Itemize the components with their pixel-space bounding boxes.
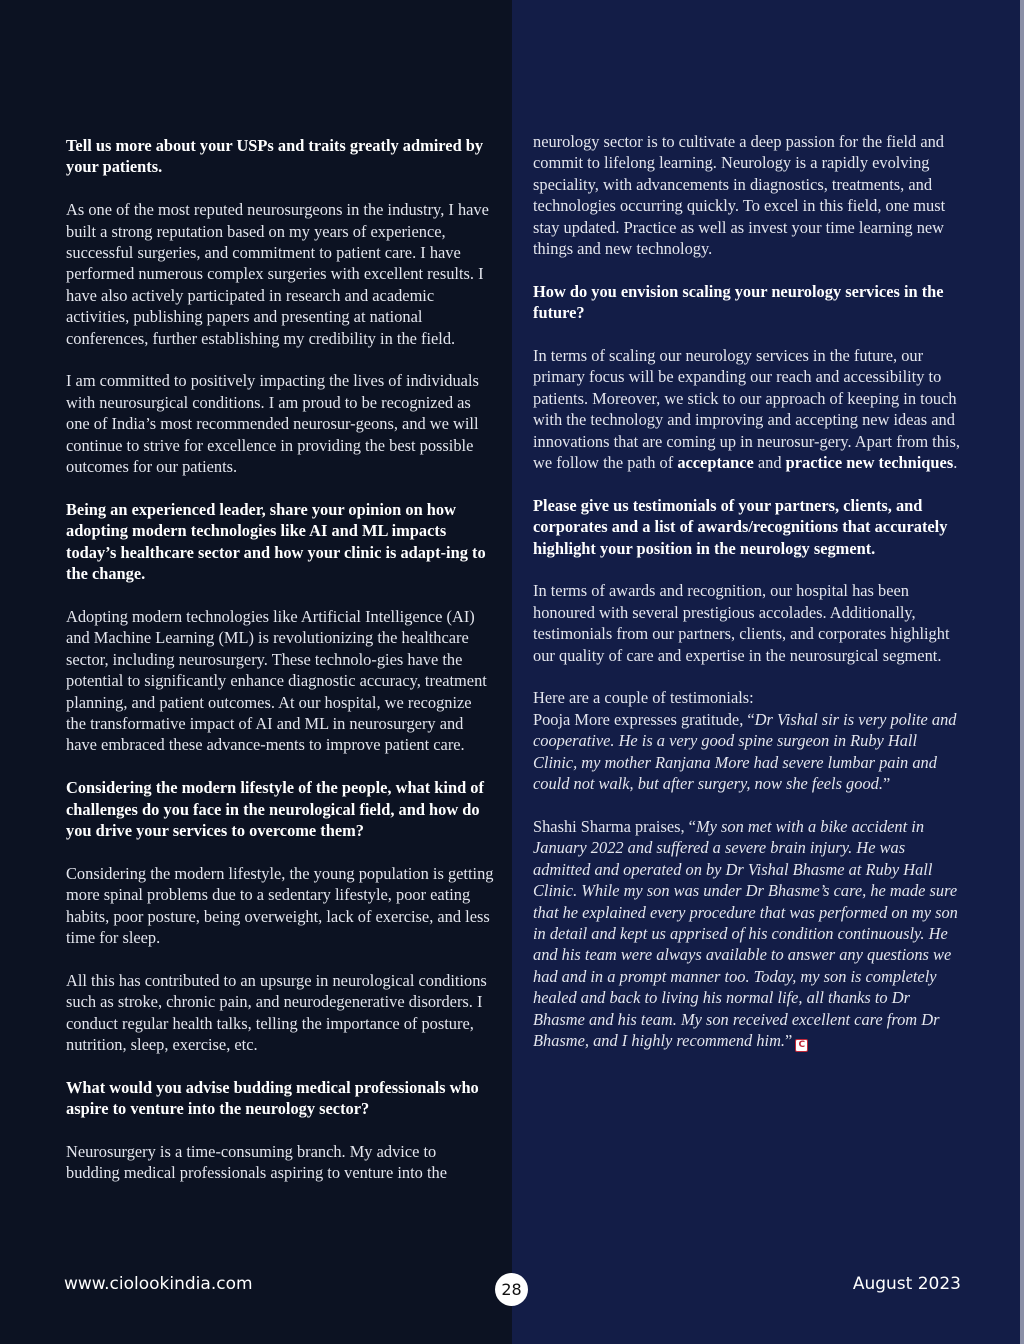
testimonial-2-lead: Shashi Sharma praises, “ bbox=[533, 816, 696, 836]
testimonial-2-close: ” bbox=[785, 1030, 793, 1050]
answer-scaling-and: and bbox=[757, 453, 782, 473]
answer-usps-paragraph-2: I am committed to positively impacting the lives of individuals with neurosurgical conditions. I am proud to be recognized as one of India’s most recommended neurosur-geons, and we will continue to strive for excellence in providing the best possible outcomes for our patients. bbox=[66, 371, 479, 477]
answer-scaling bbox=[533, 345, 965, 473]
answer-awards: In terms of awards and recognition, our hospital has been honoured with several prestigious accolades. Additionally, testimonials from our partners, clients, and corporates highlight our quality of care and expertise in the neurosurgical segment. bbox=[533, 581, 950, 665]
question-usps: Tell us more about your USPs and traits greatly admired by your patients. bbox=[66, 136, 484, 177]
answer-usps-paragraph-1: As one of the most reputed neurosurgeons in the industry, I have built a strong reputation based on my years of experience, successful surgeries, and commitment to patient care. I have performed numerous complex surgeries with excellent results. I have also actively participated in research and academic activities, publishing papers and presenting at national conferences, further establishing my credibility in the field. bbox=[66, 200, 489, 348]
left-column bbox=[66, 135, 494, 1184]
question-challenges: Considering the modern lifestyle of the people, what kind of challenges do you face in the neurological field, and how do you drive your services to overcome them? bbox=[66, 778, 484, 840]
answer-scaling-end: . bbox=[953, 453, 958, 473]
testimonial-1-quote: Dr Vishal sir is very polite and cooperative. He is a very good spine surgeon in Ruby Hall Clinic, my mother Ranjana More had severe lumbar pain and could not walk, but after surgery, now she feels good. bbox=[533, 709, 957, 794]
testimonial-2 bbox=[533, 816, 965, 1052]
answer-challenges-paragraph-1: Considering the modern lifestyle, the young population is getting more spinal problems due to a sedentary lifestyle, poor eating habits, poor posture, being overweight, lack of exercise, and less time for sleep. bbox=[66, 863, 494, 947]
answer-ai-ml: Adopting modern technologies like Artificial Intelligence (AI) and Machine Learning (ML) is revolutionizing the healthcare sector, including neurosurgery. These technolo-gies have the potential to significantly enhance diagnostic accuracy, treatment planning, and patient outcomes. At our hospital, we recognize the transformative impact of AI and ML in neurosurgery and have embraced these advance-ments to improve patient care. bbox=[66, 606, 487, 755]
end-of-article-icon: C bbox=[795, 1039, 808, 1052]
testimonials-intro: Here are a couple of testimonials: bbox=[533, 688, 754, 708]
answer-advice-start: Neurosurgery is a time-consuming branch. My advice to budding medical professionals aspiring to venture into the bbox=[66, 1141, 448, 1183]
testimonial-1-lead: Pooja More expresses gratitude, “ bbox=[533, 709, 755, 729]
right-column bbox=[533, 131, 965, 1073]
question-testimonials: Please give us testimonials of your partners, clients, and corporates and a list of awards/recognitions that accurately highlight your position in the neurology segment. bbox=[533, 495, 948, 558]
page-number: 28 bbox=[495, 1273, 528, 1306]
testimonial-1-close: ” bbox=[882, 774, 891, 794]
testimonial-2-quote: My son met with a bike accident in January 2022 and suffered a severe brain injury. He was admitted and operated on by Dr Vishal Bhasme at Ruby Hall Clinic. While my son was under Dr Bhasme’s care, he made sure that he explained every procedure that was performed on my son in detail and kept us apprised of his condition continuously. He and his team were always available to answer any questions we had and in a prompt manner too. Today, my son is completely healed and back to living his normal life, all thanks to Dr Bhasme and his team. My son received excellent care from Dr Bhasme, and I highly recommend him. bbox=[533, 816, 958, 1050]
answer-advice-continued: neurology sector is to cultivate a deep passion for the field and commit to lifelong learning. Neurology is a rapidly evolving speciality, with advancements in diagnostics, treatments, and technologies occurring quickly. To excel in this field, one must stay updated. Practice as well as invest your time learning new things and new technology. bbox=[533, 132, 946, 259]
answer-scaling-bold-practice: practice new techniques bbox=[785, 453, 954, 473]
footer-website: www.ciolookindia.com bbox=[64, 1274, 253, 1294]
answer-scaling-text: In terms of scaling our neurology services in the future, our primary focus will be expanding our reach and accessibility to patients. Moreover, we stick to our approach of keeping in touch with the technology and improving and accepting new ideas and innovations that are coming up in neurosur-gery. Apart from this, we follow the path of bbox=[533, 346, 960, 473]
answer-challenges-paragraph-2: All this has contributed to an upsurge in neurological conditions such as stroke, chronic pain, and neurodegenerative disorders. I conduct regular health talks, telling the importance of posture, nutrition, sleep, exercise, etc. bbox=[66, 970, 487, 1054]
question-advice: What would you advise budding medical professionals who aspire to venture into the neurology sector? bbox=[66, 1077, 479, 1119]
testimonial-1 bbox=[533, 709, 965, 795]
page-edge bbox=[1020, 0, 1024, 1344]
footer-date: August 2023 bbox=[852, 1274, 961, 1294]
question-scaling: How do you envision scaling your neurology services in the future? bbox=[533, 281, 944, 323]
question-ai-ml: Being an experienced leader, share your opinion on how adopting modern technologies like AI and ML impacts today’s healthcare sector and how your clinic is adapt-ing to the change. bbox=[66, 499, 486, 584]
answer-scaling-bold-acceptance: acceptance bbox=[677, 453, 754, 473]
